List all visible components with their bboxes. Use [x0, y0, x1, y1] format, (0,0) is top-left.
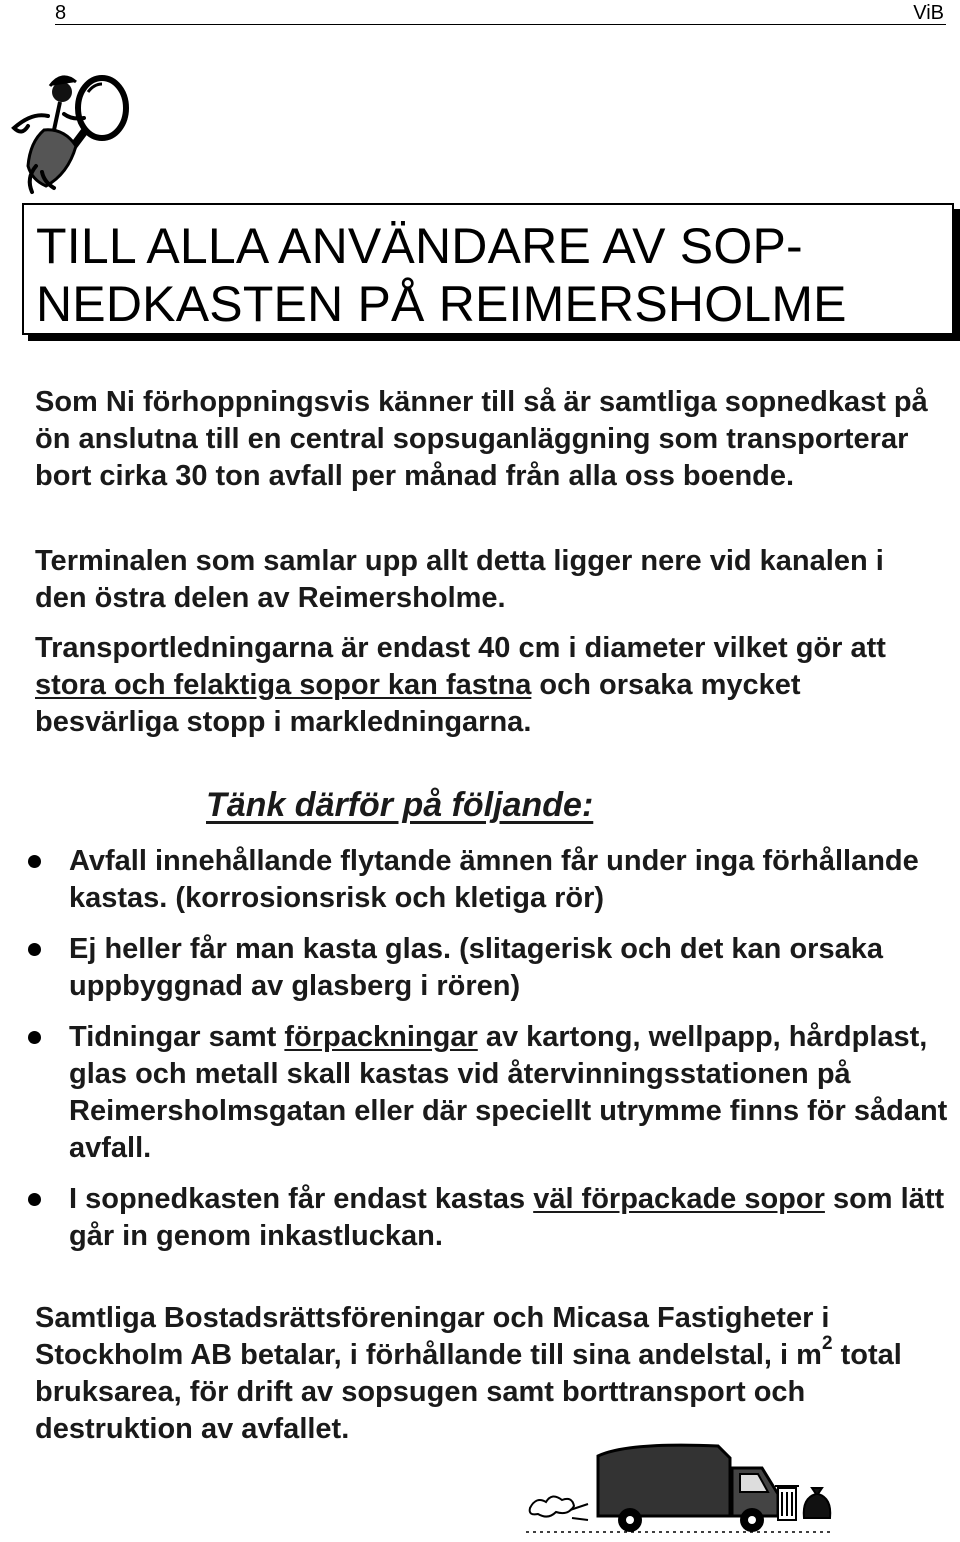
bullet-icon — [28, 855, 41, 868]
page-title: TILL ALLA ANVÄNDARE AV SOP- NEDKASTEN PÅ REIMERSHOLME — [36, 218, 847, 332]
bullet-text-4-after: som lätt går in genom inkastluckan. — [69, 1183, 945, 1252]
page-header — [0, 0, 960, 26]
bullet-text-3-underlined: förpackningar — [284, 1021, 478, 1053]
bullet-icon — [28, 943, 41, 956]
bullet-icon — [28, 1193, 41, 1206]
bullet-text-3-before: Tidningar samt — [69, 1021, 285, 1053]
bullet-icon — [28, 1031, 41, 1044]
bullet-text-4-before: I sopnedkasten får endast kastas — [69, 1183, 534, 1215]
list-item — [0, 843, 949, 917]
bullet-text-4-underlined: väl förpackade sopor — [533, 1183, 825, 1215]
header-rule — [55, 24, 946, 25]
closing-text-after: total bruksarea, för drift av sopsugen samt borttransport och destruktion av avfallet. — [35, 1339, 902, 1445]
bullet-text-1: Avfall innehållande flytande ämnen får under inga förhållande kastas. (korrosionsrisk och kletiga rör) — [69, 845, 919, 914]
closing-paragraph — [35, 1300, 940, 1448]
garbage-truck-icon — [520, 1438, 840, 1538]
list-item — [0, 931, 949, 1005]
title-box — [22, 203, 954, 335]
p3-text-after: och orsaka mycket besvärliga stopp i markledningarna. — [35, 669, 801, 738]
p3-text-before: Transportledningarna är endast 40 cm i diameter vilket gör att — [35, 632, 886, 664]
list-item — [0, 1181, 949, 1255]
header-tag: ViB — [913, 2, 944, 24]
list-item — [0, 1019, 949, 1167]
bullet-text-3-after: av kartong, wellpapp, hårdplast, glas och metall skall kastas vid återvinningsstationen på Reimersholmsgatan eller där speciellt utrymme finns för sådant avfall. — [69, 1021, 948, 1164]
intro-paragraph-3 — [35, 630, 940, 741]
bullet-list — [0, 843, 960, 1269]
bullet-text-2: Ej heller får man kasta glas. (slitagerisk och det kan orsaka uppbyggnad av glasberg i rören) — [69, 933, 883, 1002]
intro-paragraph-2: Terminalen som samlar upp allt detta ligger nere vid kanalen i den östra delen av Reimersholme. — [35, 545, 884, 614]
page-number: 8 — [55, 2, 67, 24]
closing-text-before: Samtliga Bostadsrättsföreningar och Micasa Fastigheter i Stockholm AB betalar, i förhållande till sina andelstal, i m — [35, 1302, 830, 1371]
intro-paragraph-1: Som Ni förhoppningsvis känner till så är samtliga sopnedkast på ön anslutna till en central sopsuganläggning som transporterar bort cirka 30 ton avfall per månad från alla oss boende. — [35, 386, 928, 492]
p3-underlined-text: stora och felaktiga sopor kan fastna — [35, 669, 532, 701]
closing-superscript: 2 — [821, 1333, 833, 1355]
detective-magnifier-icon — [4, 70, 134, 195]
subheading: Tänk därför på följande: — [206, 786, 594, 824]
